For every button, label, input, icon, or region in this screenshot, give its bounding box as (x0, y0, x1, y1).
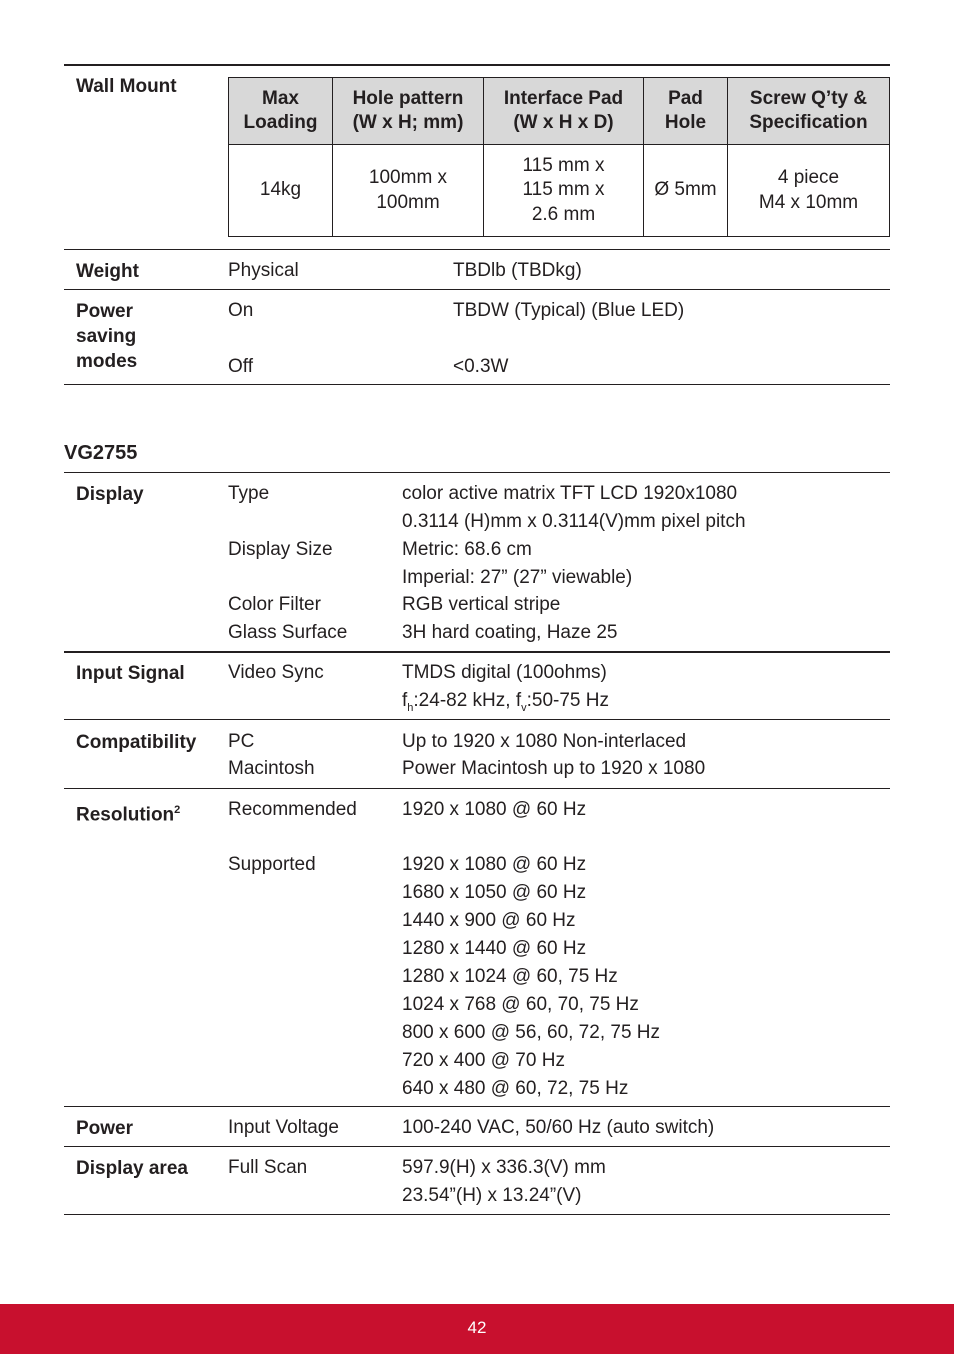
cell-pad-hole: Ø 5mm (644, 145, 728, 237)
pc-value: Up to 1920 x 1080 Non-interlaced (402, 731, 687, 752)
power-on-label: On (228, 300, 254, 321)
cell-max-loading: 14kg (229, 145, 333, 237)
divider (64, 1106, 890, 1107)
input-signal-label: Input Signal (76, 663, 185, 684)
weight-sub-label: Physical (228, 260, 299, 281)
weight-value: TBDlb (TBDkg) (453, 260, 582, 281)
list-item: 1920 x 1080 @ 60 Hz (402, 854, 587, 875)
power-off-label: Off (228, 356, 253, 377)
display-size-value: Metric: 68.6 cm Imperial: 27” (27” viewable) (402, 539, 633, 588)
list-item: 800 x 600 @ 56, 60, 72, 75 Hz (402, 1022, 661, 1043)
input-voltage-label: Input Voltage (228, 1117, 339, 1138)
list-item: 1680 x 1050 @ 60 Hz (402, 882, 587, 903)
video-sync-label: Video Sync (228, 662, 324, 683)
compatibility-label: Compatibility (76, 732, 197, 753)
cell-hole-pattern: 100mm x 100mm (333, 145, 484, 237)
divider (64, 788, 890, 789)
weight-label: Weight (76, 261, 139, 282)
header-max-loading: Max Loading (229, 78, 333, 145)
color-filter-label: Color Filter (228, 594, 321, 615)
power-off-value: <0.3W (453, 356, 509, 377)
display-size-label: Display Size (228, 539, 333, 560)
divider (64, 472, 890, 473)
display-area-label: Display area (76, 1158, 188, 1179)
divider (64, 289, 890, 290)
resolution-label: Resolution$^2$ (76, 804, 181, 826)
cell-screw-qty: 4 piece M4 x 10mm (728, 145, 890, 237)
list-item: 1440 x 900 @ 60 Hz (402, 910, 576, 931)
header-interface-pad: Interface Pad (W x H x D) (484, 78, 644, 145)
power-saving-label: Power saving modes (76, 301, 138, 372)
table-row (229, 145, 890, 237)
header-pad-hole: Pad Hole (644, 78, 728, 145)
divider (64, 249, 890, 250)
supported-label: Supported (228, 854, 316, 875)
header-screw-qty: Screw Q’ty & Specification (728, 78, 890, 145)
list-item: 720 x 400 @ 70 Hz (402, 1050, 565, 1071)
recommended-label: Recommended (228, 799, 357, 820)
full-scan-label: Full Scan (228, 1157, 308, 1178)
list-item: 640 x 480 @ 60, 72, 75 Hz (402, 1078, 629, 1099)
list-item: 1280 x 1440 @ 60 Hz (402, 938, 587, 959)
mac-label: Macintosh (228, 758, 315, 779)
recommended-value: 1920 x 1080 @ 60 Hz (402, 799, 587, 820)
footnote-marker: 2 (174, 804, 181, 816)
list-item: 1024 x 768 @ 60, 70, 75 Hz (402, 994, 639, 1015)
frequency-range: $f_h:24-82$ kHz, $f_v:50-75$ Hz (402, 690, 609, 714)
model-title: VG2755 (64, 442, 138, 464)
divider (64, 64, 890, 66)
header-hole-pattern: Hole pattern (W x H; mm) (333, 78, 484, 145)
pc-label: PC (228, 731, 255, 752)
divider (64, 1214, 890, 1215)
divider (64, 1146, 890, 1147)
list-item: 1280 x 1024 @ 60, 75 Hz (402, 966, 618, 987)
display-type-value: color active matrix TFT LCD 1920x1080 0.3114 (H)mm x 0.3114(V)mm pixel pitch (402, 483, 746, 532)
table-header-row (229, 78, 890, 145)
video-sync-value: TMDS digital (100ohms) $f_h:24-82$ kHz, $f_v:50-75$ Hz (402, 659, 609, 722)
glass-surface-label: Glass Surface (228, 622, 348, 643)
full-scan-value: 597.9(H) x 336.3(V) mm 23.54”(H) x 13.24”(V) (402, 1157, 606, 1206)
supported-list (402, 851, 660, 1103)
divider (64, 651, 890, 653)
glass-surface-value: 3H hard coating, Haze 25 (402, 622, 618, 643)
power-on-value: TBDW (Typical) (Blue LED) (453, 300, 685, 321)
divider (64, 384, 890, 385)
divider (64, 719, 890, 720)
display-type-label: Type (228, 483, 270, 504)
cell-interface-pad: 115 mm x 115 mm x 2.6 mm (484, 145, 644, 237)
mac-value: Power Macintosh up to 1920 x 1080 (402, 758, 706, 779)
power-label: Power (76, 1118, 134, 1139)
display-label: Display (76, 484, 144, 505)
wall-mount-label: Wall Mount (76, 76, 177, 97)
wall-mount-table (228, 77, 890, 237)
page-number: 42 (467, 1318, 487, 1337)
color-filter-value: RGB vertical stripe (402, 594, 561, 615)
input-voltage-value: 100-240 VAC, 50/60 Hz (auto switch) (402, 1117, 715, 1138)
